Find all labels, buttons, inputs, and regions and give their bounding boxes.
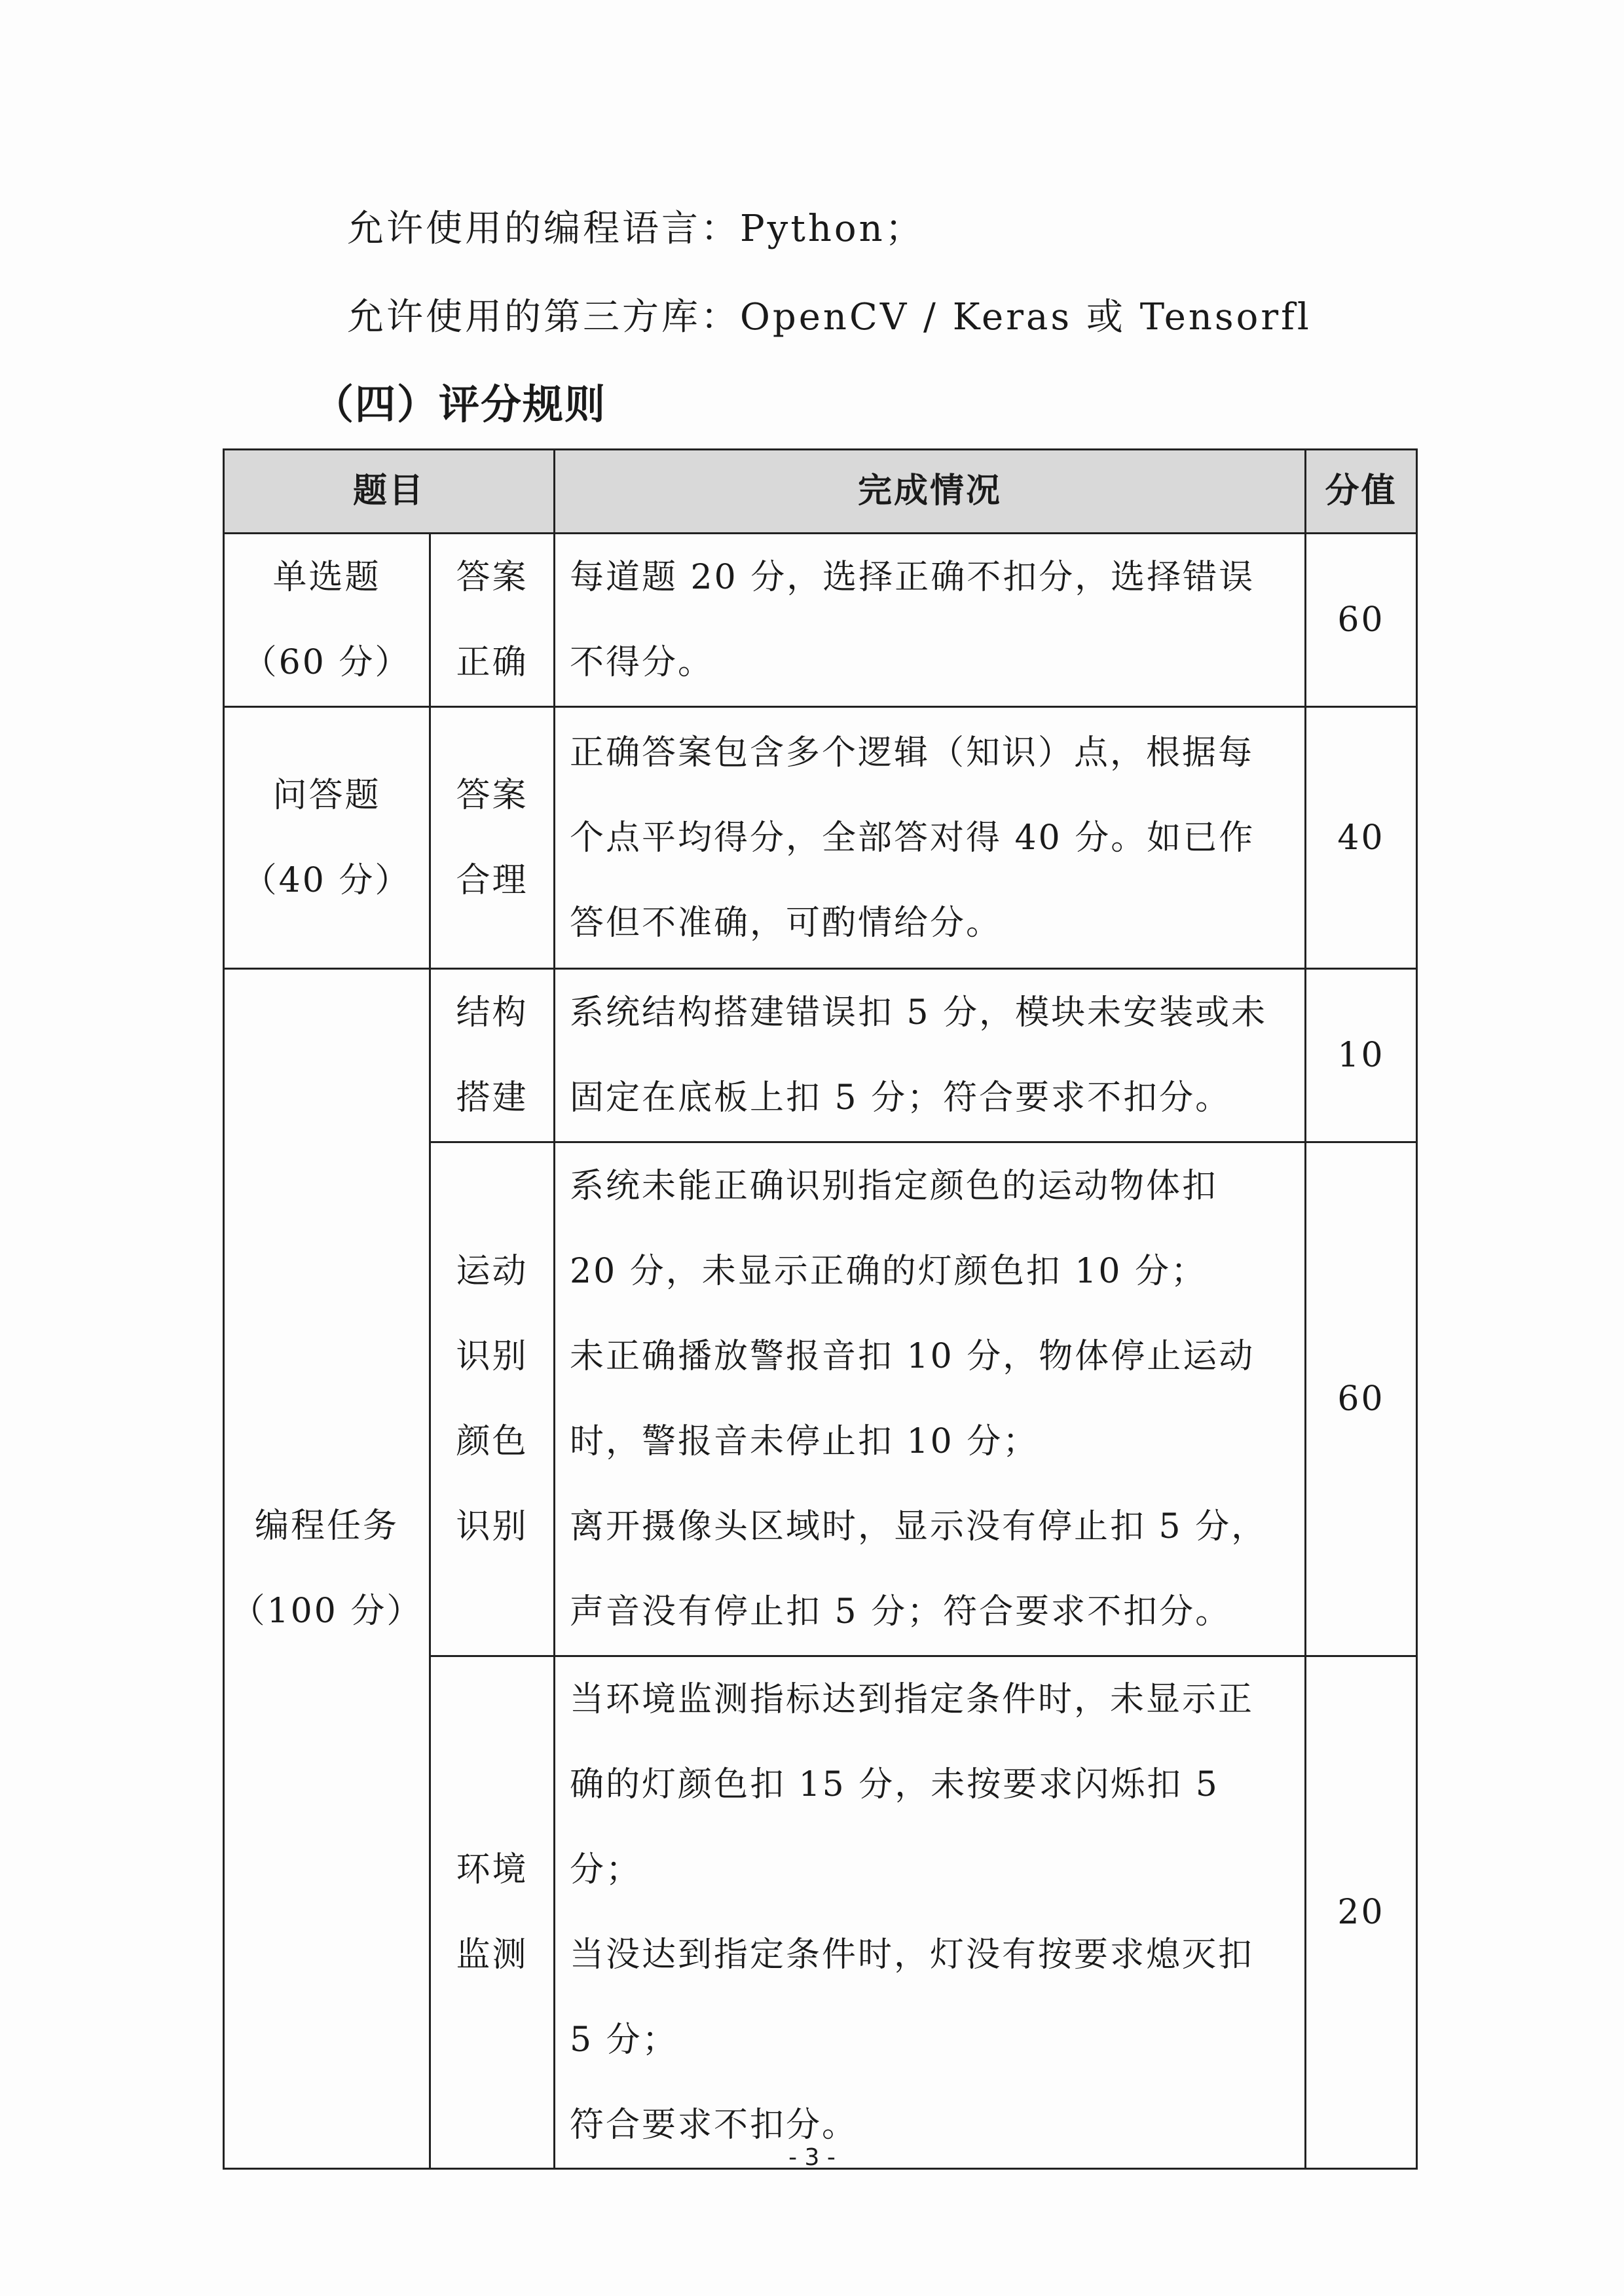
table-header-row: [224, 450, 1417, 534]
criterion-cell: [430, 969, 555, 1142]
score-cell: 40: [1306, 707, 1417, 969]
header-topic: 题目: [224, 450, 555, 534]
page-number: - 3 -: [788, 2144, 836, 2171]
score-cell: 60: [1306, 534, 1417, 707]
criterion-cell: [430, 1656, 555, 2169]
table-row: [224, 707, 1417, 969]
criterion-cell: [430, 534, 555, 707]
criterion-line: 环境: [456, 1850, 528, 1889]
description-line: 5 分；: [570, 2020, 678, 2060]
table-row: [224, 534, 1417, 707]
criterion-line: 搭建: [456, 1078, 528, 1118]
category-cell: [224, 707, 430, 969]
criterion-line: 合理: [456, 860, 528, 900]
criterion-cell: [430, 707, 555, 969]
scoring-table: [223, 448, 1418, 2170]
category-line: 单选题: [272, 558, 381, 597]
description-cell: [555, 1142, 1306, 1656]
criterion-line: 颜色: [456, 1422, 528, 1461]
section-heading: （四）评分规则: [313, 380, 607, 428]
description-line: 离开摄像头区域时，显示没有停止扣 5 分，: [570, 1507, 1268, 1546]
criterion-line: 运动: [456, 1252, 528, 1291]
description-line: 答但不准确，可酌情给分。: [570, 903, 1003, 943]
criterion-line: 监测: [456, 1935, 528, 1975]
category-line: （40 分）: [242, 860, 411, 900]
category-line: 问答题: [272, 775, 381, 815]
description-line: 每道题 20 分，选择正确不扣分，选择错误: [570, 558, 1255, 597]
criterion-line: 答案: [456, 558, 528, 597]
description-line: 不得分。: [570, 643, 714, 682]
description-cell: [555, 707, 1306, 969]
table-row: [224, 969, 1417, 1142]
header-completion: 完成情况: [555, 450, 1306, 534]
description-line: 时，警报音未停止扣 10 分；: [570, 1422, 1039, 1461]
description-line: 固定在底板上扣 5 分；符合要求不扣分。: [570, 1078, 1232, 1118]
description-line: 系统未能正确识别指定颜色的运动物体扣: [570, 1167, 1219, 1206]
criterion-line: 正确: [456, 643, 528, 682]
description-line: 未正确播放警报音扣 10 分，物体停止运动: [570, 1337, 1255, 1376]
description-cell: [555, 534, 1306, 707]
description-line: 个点平均得分，全部答对得 40 分。如已作: [570, 818, 1255, 858]
criterion-line: 结构: [456, 993, 528, 1032]
description-cell: [555, 969, 1306, 1142]
intro-line-language: 允许使用的编程语言：Python；: [347, 208, 925, 250]
category-cell: [224, 969, 430, 2169]
criterion-line: 答案: [456, 775, 528, 815]
description-line: 声音没有停止扣 5 分；符合要求不扣分。: [570, 1592, 1232, 1631]
description-line: 确的灯颜色扣 15 分，未按要求闪烁扣 5 分；: [570, 1765, 1219, 1889]
criterion-line: 识别: [456, 1337, 528, 1376]
description-line: 系统结构搭建错误扣 5 分，模块未安装或未: [570, 993, 1268, 1032]
category-cell: [224, 534, 430, 707]
description-line: 20 分，未显示正确的灯颜色扣 10 分；: [570, 1252, 1207, 1291]
score-cell: 60: [1306, 1142, 1417, 1656]
description-line: 当环境监测指标达到指定条件时，未显示正: [570, 1680, 1255, 1719]
intro-line-libraries: 允许使用的第三方库：OpenCV / Keras 或 Tensorfl: [347, 296, 1312, 338]
category-line: （100 分）: [231, 1592, 423, 1631]
criterion-line: 识别: [456, 1507, 528, 1546]
score-cell: 10: [1306, 969, 1417, 1142]
description-line: 当没达到指定条件时，灯没有按要求熄灭扣: [570, 1935, 1255, 1975]
category-line: （60 分）: [242, 643, 411, 682]
header-score: 分值: [1306, 450, 1417, 534]
criterion-cell: [430, 1142, 555, 1656]
score-cell: 20: [1306, 1656, 1417, 2169]
description-line: 正确答案包含多个逻辑（知识）点，根据每: [570, 733, 1255, 773]
description-line: 符合要求不扣分。: [570, 2105, 858, 2145]
description-cell: [555, 1656, 1306, 2169]
category-line: 编程任务: [254, 1506, 399, 1546]
